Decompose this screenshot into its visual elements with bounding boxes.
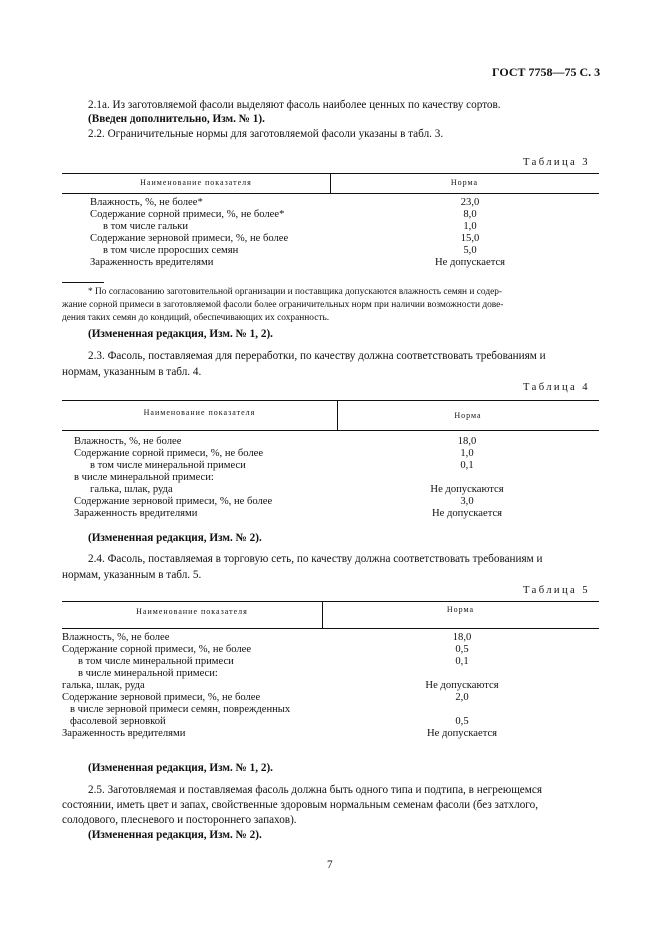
row-value: Не допускаются (430, 484, 504, 495)
row-value: 18,0 (457, 436, 477, 447)
row-name: Влажность, %, не более (74, 436, 182, 447)
row-value: 0,5 (455, 644, 469, 655)
table-row (0, 257, 661, 269)
table-row (0, 448, 661, 460)
paragraph-2-5-line1: 2.5. Заготовляемая и поставляемая фасоль должна быть одного типа и подтипа, в негреющемся (88, 784, 542, 796)
row-name: в числе минеральной примеси: (74, 472, 214, 483)
row-value: 0,5 (455, 716, 469, 727)
table-row (0, 632, 661, 644)
paragraph-2-2: 2.2. Ограничительные нормы для заготовляемой фасоли указаны в табл. 3. (88, 128, 444, 140)
table3-amendment-note: (Измененная редакция, Изм. № 1, 2). (88, 328, 273, 340)
table3-body (0, 197, 661, 269)
table-row (0, 692, 661, 704)
table-row (0, 436, 661, 448)
table3-header-rule (62, 193, 599, 194)
table5-caption: Таблица 5 (523, 585, 590, 596)
row-name: Содержание зерновой примеси, %, не более (90, 233, 289, 244)
table-row (0, 484, 661, 496)
table-row (0, 233, 661, 245)
row-value: 1,0 (460, 448, 474, 459)
table-row (0, 496, 661, 508)
row-name: Зараженность вредителями (90, 257, 214, 268)
row-value: Не допускается (426, 728, 498, 739)
table-row (0, 680, 661, 692)
table-row (0, 472, 661, 484)
table-row (0, 668, 661, 680)
row-name: Содержание сорной примеси, %, не более* (90, 209, 285, 220)
row-value: 18,0 (452, 632, 472, 643)
table4-amendment-note: (Измененная редакция, Изм. № 2). (88, 532, 262, 544)
table5-header-rule (62, 628, 599, 629)
row-value: 8,0 (463, 209, 477, 220)
row-name: в числе зерновой примеси семян, поврежденных (70, 704, 291, 715)
paragraph-2-1a: 2.1а. Из заготовляемой фасоли выделяют фасоль наиболее ценных по качеству сортов. (88, 99, 501, 111)
running-head: ГОСТ 7758—75 С. 3 (492, 65, 601, 79)
table5-top-rule (62, 601, 599, 602)
row-name: галька, шлак, руда (90, 484, 173, 495)
table4-caption: Таблица 4 (523, 382, 590, 393)
row-name: фасолевой зерновкой (70, 716, 166, 727)
row-name: галька, шлак, руда (62, 680, 145, 691)
paragraph-2-5-amendment-note: (Измененная редакция, Изм. № 2). (88, 829, 262, 841)
row-name: в том числе минеральной примеси (78, 656, 234, 667)
row-name: в том числе минеральной примеси (90, 460, 246, 471)
table5-body (0, 632, 661, 740)
paragraph-2-3-line1: 2.3. Фасоль, поставляемая для переработки, по качеству должна соответствовать требованиям и (88, 350, 546, 362)
table3-footnote-line1: * По согласованию заготовительной организации и поставщика допускаются влажность семян и содер- (88, 287, 503, 297)
table-row (0, 508, 661, 520)
paragraph-2-5-line3: солодового, плесневого и постороннего запахов). (62, 814, 297, 826)
row-value: Не допускается (431, 508, 503, 519)
row-value: 0,1 (455, 656, 469, 667)
paragraph-2-5-line2: состоянии, иметь цвет и запах, свойственные здоровым нормальным семенам фасоли (без затхлого, (62, 799, 538, 811)
row-name: в числе минеральной примеси: (78, 668, 218, 679)
row-name: Содержание сорной примеси, %, не более (62, 644, 252, 655)
row-name: Зараженность вредителями (62, 728, 186, 739)
row-name: Содержание сорной примеси, %, не более (74, 448, 264, 459)
row-value: Не допускается (434, 257, 506, 268)
row-name: Влажность, %, не более (62, 632, 170, 643)
table3-col-name-header: Наименование показателя (140, 178, 252, 187)
table3-col-norm-header: Норма (450, 178, 479, 187)
table-row (0, 704, 661, 716)
table3-caption: Таблица 3 (523, 157, 590, 168)
row-value: 5,0 (463, 245, 477, 256)
row-name: в том числе гальки (103, 221, 188, 232)
row-name: Содержание зерновой примеси, %, не более (74, 496, 273, 507)
row-value: 0,1 (460, 460, 474, 471)
paragraph-2-4-line2: нормам, указанным в табл. 5. (62, 569, 202, 581)
row-name: в том числе проросших семян (103, 245, 239, 256)
table-row (0, 656, 661, 668)
table-row (0, 245, 661, 257)
row-value: Не допускаются (425, 680, 499, 691)
table-row (0, 644, 661, 656)
footnote-rule (62, 282, 104, 283)
paragraph-2-4-line1: 2.4. Фасоль, поставляемая в торговую сеть, по качеству должна соответствовать требованиям и (88, 553, 543, 565)
table-row (0, 197, 661, 209)
table4-col-norm-header: Норма (454, 411, 482, 420)
table-row (0, 716, 661, 728)
table5-col-name-header: Наименование показателя (136, 607, 248, 616)
table3-footnote-line3: дения таких семян до кондиций, обеспечивающих их сохранность. (62, 313, 330, 323)
table-row (0, 728, 661, 740)
table4-top-rule (62, 400, 599, 401)
amendment-note-2-1a: (Введен дополнительно, Изм. № 1). (88, 113, 265, 125)
paragraph-2-3-line2: нормам, указанным в табл. 4. (62, 366, 202, 378)
table4-body (0, 436, 661, 520)
row-name: Содержание зерновой примеси, %, не более (62, 692, 261, 703)
row-value: 2,0 (455, 692, 469, 703)
row-value: 15,0 (460, 233, 480, 244)
row-name: Зараженность вредителями (74, 508, 198, 519)
row-value: 23,0 (460, 197, 480, 208)
table5-amendment-note: (Измененная редакция, Изм. № 1, 2). (88, 762, 273, 774)
table3-footnote-line2: жание сорной примеси в заготовляемой фасоли более ограничительных норм при наличии возможности дове- (62, 300, 504, 310)
table-row (0, 460, 661, 472)
table4-col-name-header: Наименование показателя (143, 408, 256, 417)
row-name: Влажность, %, не более* (90, 197, 203, 208)
table4-header-rule (62, 430, 599, 431)
row-value: 1,0 (463, 221, 477, 232)
row-value: 3,0 (460, 496, 474, 507)
table-row (0, 209, 661, 221)
page-number: 7 (327, 859, 333, 871)
table-row (0, 221, 661, 233)
table5-col-norm-header: Норма (446, 605, 475, 614)
